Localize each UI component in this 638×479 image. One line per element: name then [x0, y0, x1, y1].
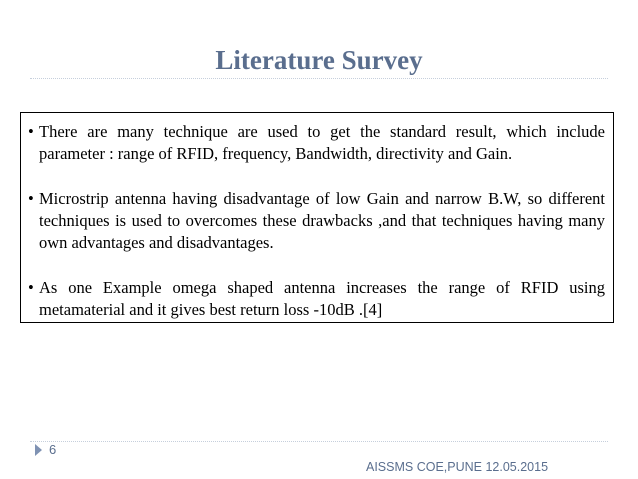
page-marker-icon	[35, 444, 42, 456]
bullet-item-1	[28, 121, 605, 165]
bullet-text: Microstrip antenna having disadvantage of low Gain and narrow B.W, so different techniques is used to overcomes these drawbacks ,and that techniques having many own advantages and disadvantages.	[39, 189, 605, 252]
page-number: 6	[49, 442, 57, 457]
content-box	[20, 112, 614, 323]
bullet-icon: •	[28, 189, 34, 208]
bullet-item-2	[28, 188, 605, 254]
footer-divider	[30, 441, 608, 442]
bullet-text: There are many technique are used to get the standard result, which include parameter : range of RFID, frequency, Bandwidth, directivity and Gain.	[39, 122, 605, 163]
title-divider	[30, 78, 608, 79]
bullet-item-3	[28, 277, 605, 321]
footer-text: AISSMS COE,PUNE 12.05.2015	[366, 460, 549, 474]
bullet-icon: •	[28, 278, 34, 297]
slide-title: Literature Survey	[215, 45, 423, 75]
bullet-icon: •	[28, 122, 34, 141]
bullet-text: As one Example omega shaped antenna increases the range of RFID using metamaterial and it gives best return loss -10dB .[4]	[39, 278, 605, 319]
